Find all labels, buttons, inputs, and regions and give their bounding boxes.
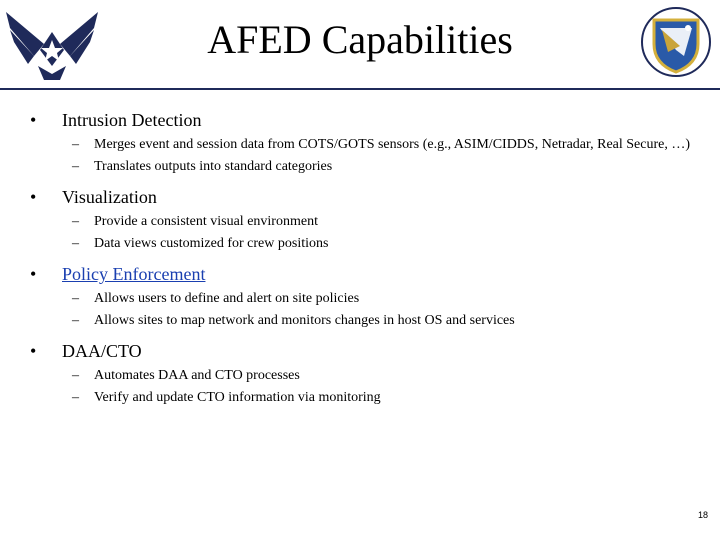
sub-bullet [28, 367, 698, 384]
bullet-marker: • [30, 264, 37, 284]
dash-marker: – [72, 368, 79, 383]
policy-enforcement-link[interactable]: Policy Enforcement [62, 264, 206, 284]
title-divider [0, 88, 720, 90]
bullet-list [28, 108, 698, 411]
sub-bullet [28, 136, 698, 153]
bullet-item [28, 339, 698, 406]
sub-bullet-text: Allows users to define and alert on site policies [94, 291, 360, 306]
bullet-heading: Intrusion Detection [62, 110, 202, 130]
sub-bullet-text: Allows sites to map network and monitors changes in host OS and services [94, 313, 515, 328]
slide-title: AFED Capabilities [207, 17, 513, 62]
unit-shield-emblem-icon [640, 6, 712, 78]
bullet-heading: Visualization [62, 187, 157, 207]
bullet-item [28, 185, 698, 252]
bullet-marker: • [30, 187, 37, 207]
bullet-item [28, 108, 698, 175]
sub-bullet [28, 213, 698, 230]
sub-bullet-text: Data views customized for crew positions [94, 236, 329, 251]
page-number: 18 [697, 510, 708, 520]
air-force-wings-logo-icon [4, 4, 100, 82]
bullet-marker: • [30, 110, 37, 130]
dash-marker: – [72, 291, 79, 306]
sub-bullet [28, 312, 698, 329]
sub-bullet-text: Merges event and session data from COTS/GOTS sensors (e.g., ASIM/CIDDS, Netradar, Real Secure, …) [94, 137, 691, 152]
dash-marker: – [72, 236, 79, 251]
dash-marker: – [72, 159, 79, 174]
sub-bullet-text: Translates outputs into standard categories [94, 159, 333, 174]
sub-bullet [28, 290, 698, 307]
sub-bullet [28, 235, 698, 252]
sub-bullet [28, 389, 698, 406]
bullet-marker: • [30, 341, 37, 361]
sub-bullet [28, 158, 698, 175]
sub-bullet-text: Provide a consistent visual environment [94, 214, 318, 229]
dash-marker: – [72, 137, 79, 152]
bullet-item [28, 262, 698, 329]
dash-marker: – [72, 214, 79, 229]
dash-marker: – [72, 390, 79, 405]
dash-marker: – [72, 313, 79, 328]
sub-bullet-text: Verify and update CTO information via monitoring [94, 390, 381, 405]
sub-bullet-text: Automates DAA and CTO processes [94, 368, 300, 383]
bullet-heading: DAA/CTO [62, 341, 142, 361]
